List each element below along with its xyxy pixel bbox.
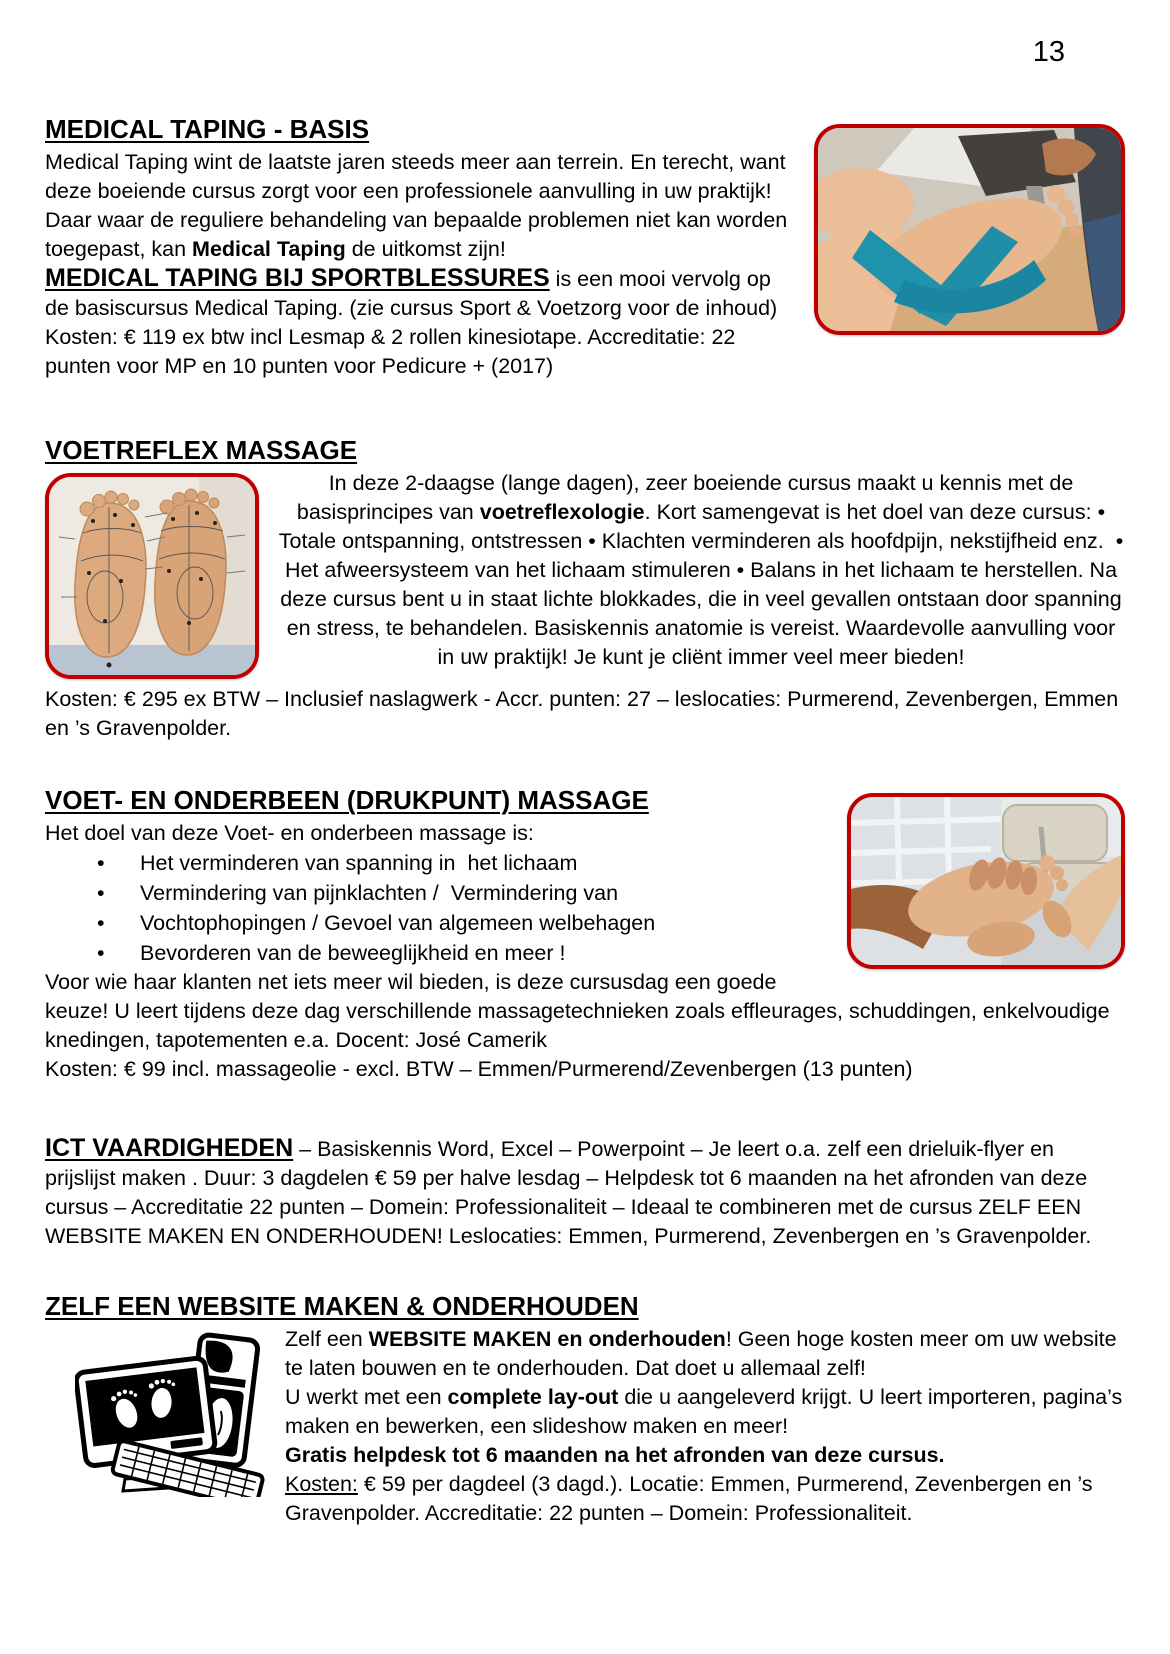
text-run-bold: voetreflexologie [479,500,645,524]
text-run-bold: WEBSITE MAKEN en onderhouden [368,1327,726,1351]
text-run: de uitkomst zijn! [345,237,506,261]
heading-medical-taping: MEDICAL TAPING - BASIS [45,114,370,144]
foot-reflex-chart-image [45,473,259,679]
text-run: € 59 per dagdeel (3 dagd.). Locatie: Emmen, Purmerend, Zevenbergen en ’s Gravenpolder. Accreditatie: 22 punten – Domein: Professionaliteit. [285,1472,1093,1525]
text-run-bold: complete lay-out [447,1385,619,1409]
bullet-item: • Vermindering van pijnklachten / Vermindering van [45,878,1125,908]
section-voetreflex-massage [45,435,1125,743]
section-website-maken [45,1291,1125,1528]
text-run: die u aangeleverd krijgt. U leert importeren, pagina’s maken en bewerken, een slideshow maken en meer! [285,1385,1123,1438]
heading-website: ZELF EEN WEBSITE MAKEN & ONDERHOUDEN [45,1291,639,1321]
taping-photo-graphic [818,128,1121,331]
heading-voetreflex: VOETREFLEX MASSAGE [45,435,358,465]
ict-paragraph [45,1134,1125,1251]
bullet-item: • Het verminderen van spanning in het lichaam [45,848,1125,878]
text-run-bold: Gratis helpdesk tot 6 maanden na het afronden van deze cursus. [285,1443,945,1467]
voet-onderbeen-intro: Het doel van deze Voet- en onderbeen massage is: [45,821,534,845]
computer-clipart [75,1331,265,1497]
text-run: U werkt met een [285,1385,448,1409]
section-medical-taping [45,114,1125,381]
section-ict-vaardigheden [45,1134,1125,1251]
text-run: ! Geen hoge kosten meer om uw website te laten bouwen en te onderhouden. Dat doet u allemaal zelf! [285,1327,1117,1380]
page-number: 13 [1032,36,1065,68]
voet-onderbeen-kosten: Kosten: € 99 incl. massageolie - excl. BTW – Emmen/Purmerend/Zevenbergen (13 punten) [45,1057,913,1081]
voetreflex-kosten: Kosten: € 295 ex BTW – Inclusief naslagwerk - Accr. punten: 27 – leslocaties: Purmerend, Zevenbergen, Emmen en ’s Gravenpolder. [45,687,1119,740]
heading-voet-onderbeen: VOET- EN ONDERBEEN (DRUKPUNT) MASSAGE [45,785,649,815]
feet-chart-graphic [49,477,255,675]
text-run: . Kort samengevat is het doel van deze cursus: • Totale ontspanning, ontstressen • Klachten verminderen als hoofdpijn, nekstijfheid enz. • Het afweersysteem van het lichaam stimuleren • Balans in het lichaam te herstellen. Na deze cursus bent u in staat lichte blokkades, die in veel gevallen ontstaan door spanning en stress, te behandelen. Basiskennis anatomie is vereist. Waardevolle aanvulling voor in uw praktijk! Je kunt je cliënt immer veel meer bieden! [278,500,1124,669]
bullet-item: • Vochtophopingen / Gevoel van algemeen welbehagen [45,908,1125,938]
section-voet-onderbeen-massage [45,785,1125,1084]
text-run: – Basiskennis Word, Excel – Powerpoint – Je leert o.a. zelf een drieluik-flyer en prijslijst maken . Duur: 3 dagdelen € 59 per halve lesdag – Helpdesk tot 6 maanden na het afronden van deze cursus – Accreditatie 22 punten – Domein: Professionaliteit – Ideaal te combineren met de cursus ZELF EEN WEBSITE MAKEN EN ONDERHOUDEN! Leslocaties: Emmen, Purmerend, Zevenbergen en ’s Gravenpolder. [45,1137,1092,1248]
text-run: Medical Taping wint de laatste jaren steeds meer aan terrein. En terecht, want deze boeiende cursus zorgt voor een professionele aanvulling in uw praktijk! Daar waar de reguliere behandeling van bepaalde problemen niet kan worden toegepast, kan [45,150,788,261]
medical-taping-photo [814,124,1125,335]
voet-onderbeen-body: Voor wie haar klanten net iets meer wil bieden, is deze cursusdag een goede keuze! U leert tijdens deze dag verschillende massagetechnieken zoals effleurages, schuddingen, enkelvoudige knedingen, tapotementen e.a. Docent: José Camerik [45,970,1110,1052]
kosten-label: Kosten: [285,1472,358,1496]
computer-clipart-graphic [75,1331,265,1497]
voet-onderbeen-bullet-list [45,848,1125,968]
heading-sportblessures: MEDICAL TAPING BIJ SPORTBLESSURES [45,264,550,292]
text-run: Zelf een [285,1327,369,1351]
bullet-item: • Bevorderen van de beweeglijkheid en meer ! [45,938,1125,968]
heading-ict: ICT VAARDIGHEDEN [45,1134,294,1162]
text-run: is een mooi vervolg op de basiscursus Medical Taping. (zie cursus Sport & Voetzorg voor de inhoud) Kosten: € 119 ex btw incl Lesmap & 2 rollen kinesiotape. Accreditatie: 22 punten voor MP en 10 punten voor Pedicure + (2017) [45,267,778,378]
text-run: In deze 2-daagse (lange dagen), zeer boeiende cursus maakt u kennis met de basisprincipes van [296,471,1074,524]
text-run-bold: Medical Taping [192,237,346,261]
